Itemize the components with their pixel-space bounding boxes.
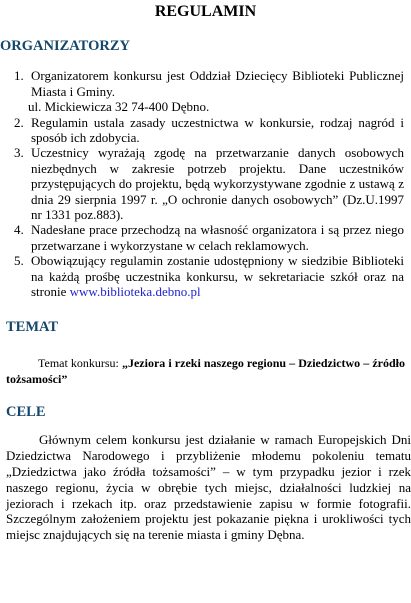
rule-number: 3. [14, 145, 24, 161]
rule-text: Regulamin ustala zasady uczestnictwa w konkursie, rodzaj nagród i sposób ich zdobycia. [31, 114, 404, 146]
rule-text: Obowiązujący regulamin zostanie udostępniony w siedzibie Biblioteki na każdą prośbę uczestnika konkursu, w sekretariacie szkół oraz na stronie [31, 253, 404, 300]
document-title: REGULAMIN [154, 3, 257, 20]
goals-paragraph: Głównym celem konkursu jest działanie w ramach Europejskich Dni Dziedzictwa Narodowego i przybliżenie młodemu pokoleniu tematu „Dziedzictwa jako źródła tożsamości” – w tym przypadku jezior i rzek naszego regionu, życia w obrębie tych miejsc, działalności ludzkiej na jeziorach i rzekach itp. oraz przedstawienie zapisu w formie fotografii. Szczególnym założeniem projektu jest pokazanie piękna i urokliwości tych miejsc znajdujących się na terenie miasta i gminy Dębna. [6, 432, 411, 543]
rule-item-3 [14, 145, 404, 223]
rule-number: 4. [14, 222, 24, 238]
rule-item-2 [14, 114, 404, 146]
rule-item-1 [14, 68, 404, 115]
topic-label: Temat konkursu: [38, 355, 122, 370]
rule-number: 5. [14, 253, 24, 269]
rules-list [0, 68, 411, 299]
rule-text: Uczestnicy wyrażają zgodę na przetwarzanie danych osobowych niezbędnych w zakresie potrzeb projektu. Dane uczestników przystępujących do projektu, będą wykorzystywane zgodnie z ustawą z dnia 29 sierpnia 1997 r. „O ochronie danych osobowych” (Dz.U.1997 nr 1331 poz.883). [31, 145, 404, 223]
rule-number: 1. [14, 68, 24, 84]
rule-item-4 [14, 222, 404, 253]
section-heading-goals: CELE [6, 403, 46, 420]
section-heading-topic: TEMAT [6, 318, 59, 335]
topic-paragraph [6, 355, 405, 387]
rule-text: Organizatorem konkursu jest Oddział Dziecięcy Biblioteki Publicznej Miasta i Gminy. [31, 68, 404, 99]
organizer-address: ul. Mickiewicza 32 74-400 Dębno. [28, 99, 210, 115]
section-heading-organizers: ORGANIZATORZY [0, 38, 130, 54]
library-website-link[interactable]: www.biblioteka.debno.pl [69, 284, 201, 300]
rule-text: Nadesłane prace przechodzą na własność organizatora i są przez niego przetwarzane i wykorzystane w celach reklamowych. [31, 222, 404, 253]
topic-title: „Jeziora i rzeki naszego regionu – Dziedzictwo – źródło tożsamości” [6, 355, 406, 386]
rule-number: 2. [14, 114, 24, 130]
rule-item-5 [14, 253, 404, 300]
